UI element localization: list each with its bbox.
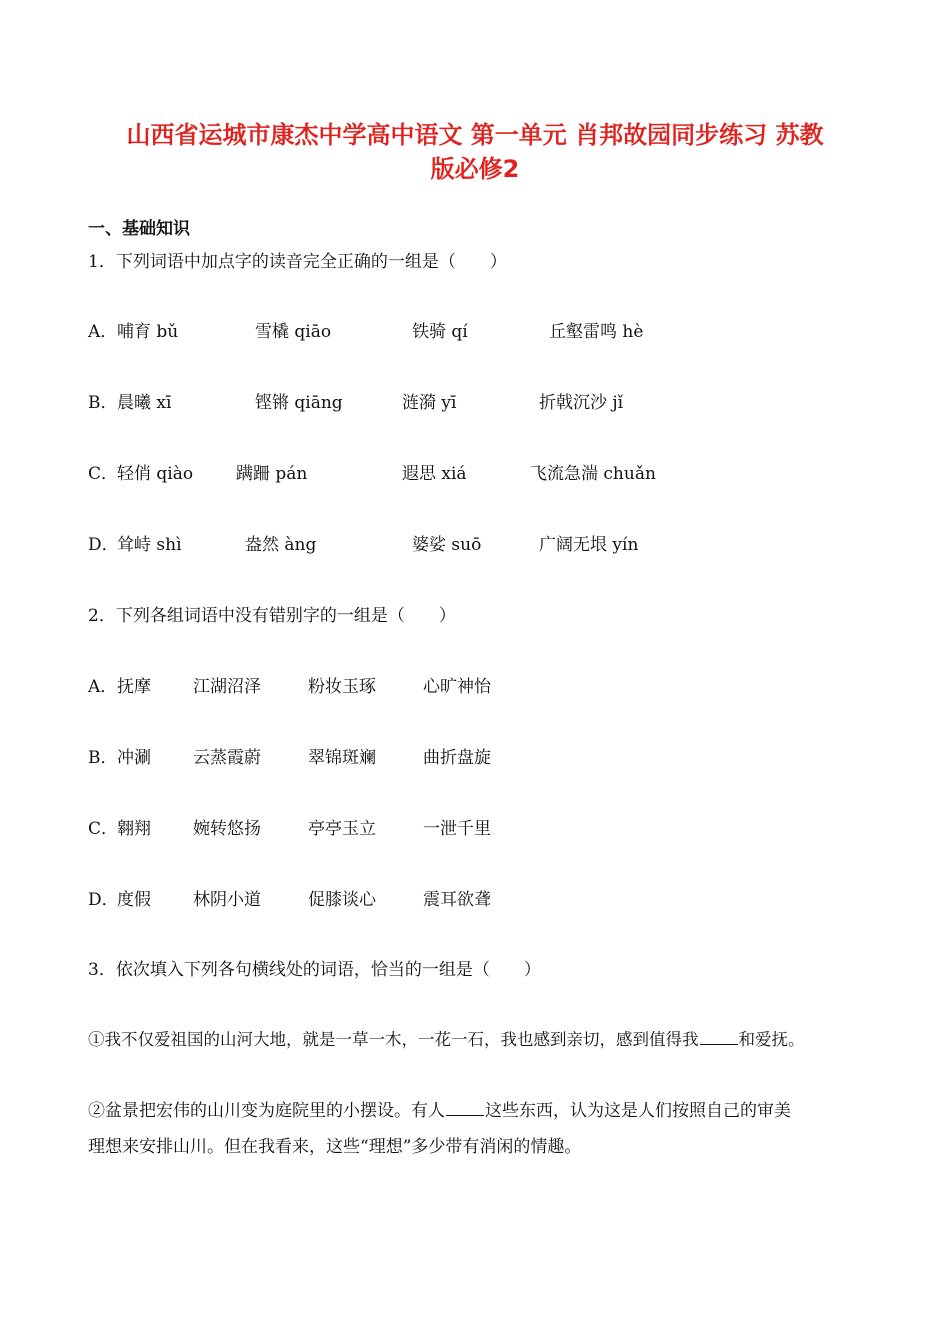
- option-item: 涟漪 yī: [402, 393, 457, 413]
- title-line-1: 山西省运城市康杰中学高中语文 第一单元 肖邦故园同步练习 苏教: [126, 121, 824, 149]
- option-item: 铁骑 qí: [412, 322, 468, 342]
- option-letter: A．: [88, 677, 118, 697]
- option-item: 广阔无垠 yín: [539, 535, 639, 555]
- option-letter: C．: [88, 819, 119, 839]
- option-item: 盎然 àng: [245, 535, 317, 555]
- option-letter: B．: [88, 393, 118, 413]
- question-3-stem: 3．依次填入下列各句横线处的词语，恰当的一组是（ ）: [88, 960, 541, 980]
- option-letter: C．: [88, 464, 119, 484]
- option-item: 雪橇 qiāo: [255, 322, 332, 342]
- option-item: 婆娑 suō: [412, 535, 482, 555]
- option-item: 曲折盘旋: [423, 748, 491, 768]
- option-item: 翱翔: [117, 819, 151, 839]
- option-item: 轻俏 qiào: [117, 464, 194, 484]
- option-item: 遐思 xiá: [402, 464, 467, 484]
- sentence-text: ①我不仅爱祖国的山河大地，就是一草一木，一花一石，我也感到亲切，感到值得我: [88, 1030, 699, 1049]
- sentence-text: 这些东西，认为这是人们按照自己的审美: [485, 1101, 791, 1121]
- option-item: 晨曦 xī: [117, 393, 172, 413]
- question-3-sentence-1: [88, 1028, 888, 1052]
- section-heading: 一、基础知识: [88, 219, 190, 239]
- sentence-text: 和爱抚。: [738, 1030, 805, 1049]
- question-1-stem: 1．下列词语中加点字的读音完全正确的一组是（ ）: [88, 252, 507, 272]
- question-3-sentence-2: [88, 1099, 888, 1159]
- option-item: 哺育 bǔ: [117, 322, 179, 342]
- option-item: 促膝谈心: [308, 890, 376, 910]
- option-item: 折戟沉沙 jǐ: [539, 393, 624, 413]
- option-letter: D．: [88, 890, 119, 910]
- option-letter: B．: [88, 748, 118, 768]
- option-item: 蹒跚 pán: [236, 464, 308, 484]
- option-item: 一泄千里: [423, 819, 491, 839]
- option-item: 丘壑雷鸣 hè: [549, 322, 644, 342]
- question-2-stem: 2．下列各组词语中没有错别字的一组是（ ）: [88, 606, 456, 626]
- option-item: 亭亭玉立: [308, 819, 376, 839]
- option-item: 婉转悠扬: [193, 819, 261, 839]
- option-item: 冲涮: [117, 748, 151, 768]
- option-item: 抚摩: [117, 677, 151, 697]
- sentence-text: 理想来安排山川。但在我看来，这些“理想”多少带有消闲的情趣。: [88, 1137, 582, 1157]
- option-item: 铿锵 qiāng: [255, 393, 343, 413]
- option-item: 心旷神怡: [423, 677, 491, 697]
- option-letter: A．: [88, 322, 118, 342]
- fill-blank: [446, 1099, 484, 1116]
- option-letter: D．: [88, 535, 119, 555]
- option-item: 耸峙 shì: [117, 535, 182, 555]
- option-item: 江湖沼泽: [193, 677, 261, 697]
- option-item: 林阴小道: [193, 890, 261, 910]
- title-line-2: 版必修2: [430, 155, 520, 183]
- sentence-text: ②盆景把宏伟的山川变为庭院里的小摆设。有人: [88, 1101, 445, 1121]
- option-item: 度假: [117, 890, 151, 910]
- option-item: 云蒸霞蔚: [193, 748, 261, 768]
- option-item: 飞流急湍 chuǎn: [530, 464, 656, 484]
- option-item: 粉妆玉琢: [308, 677, 376, 697]
- fill-blank: [700, 1028, 738, 1045]
- option-item: 翠锦斑斓: [308, 748, 376, 768]
- document-title: [60, 118, 890, 186]
- option-item: 震耳欲聋: [423, 890, 491, 910]
